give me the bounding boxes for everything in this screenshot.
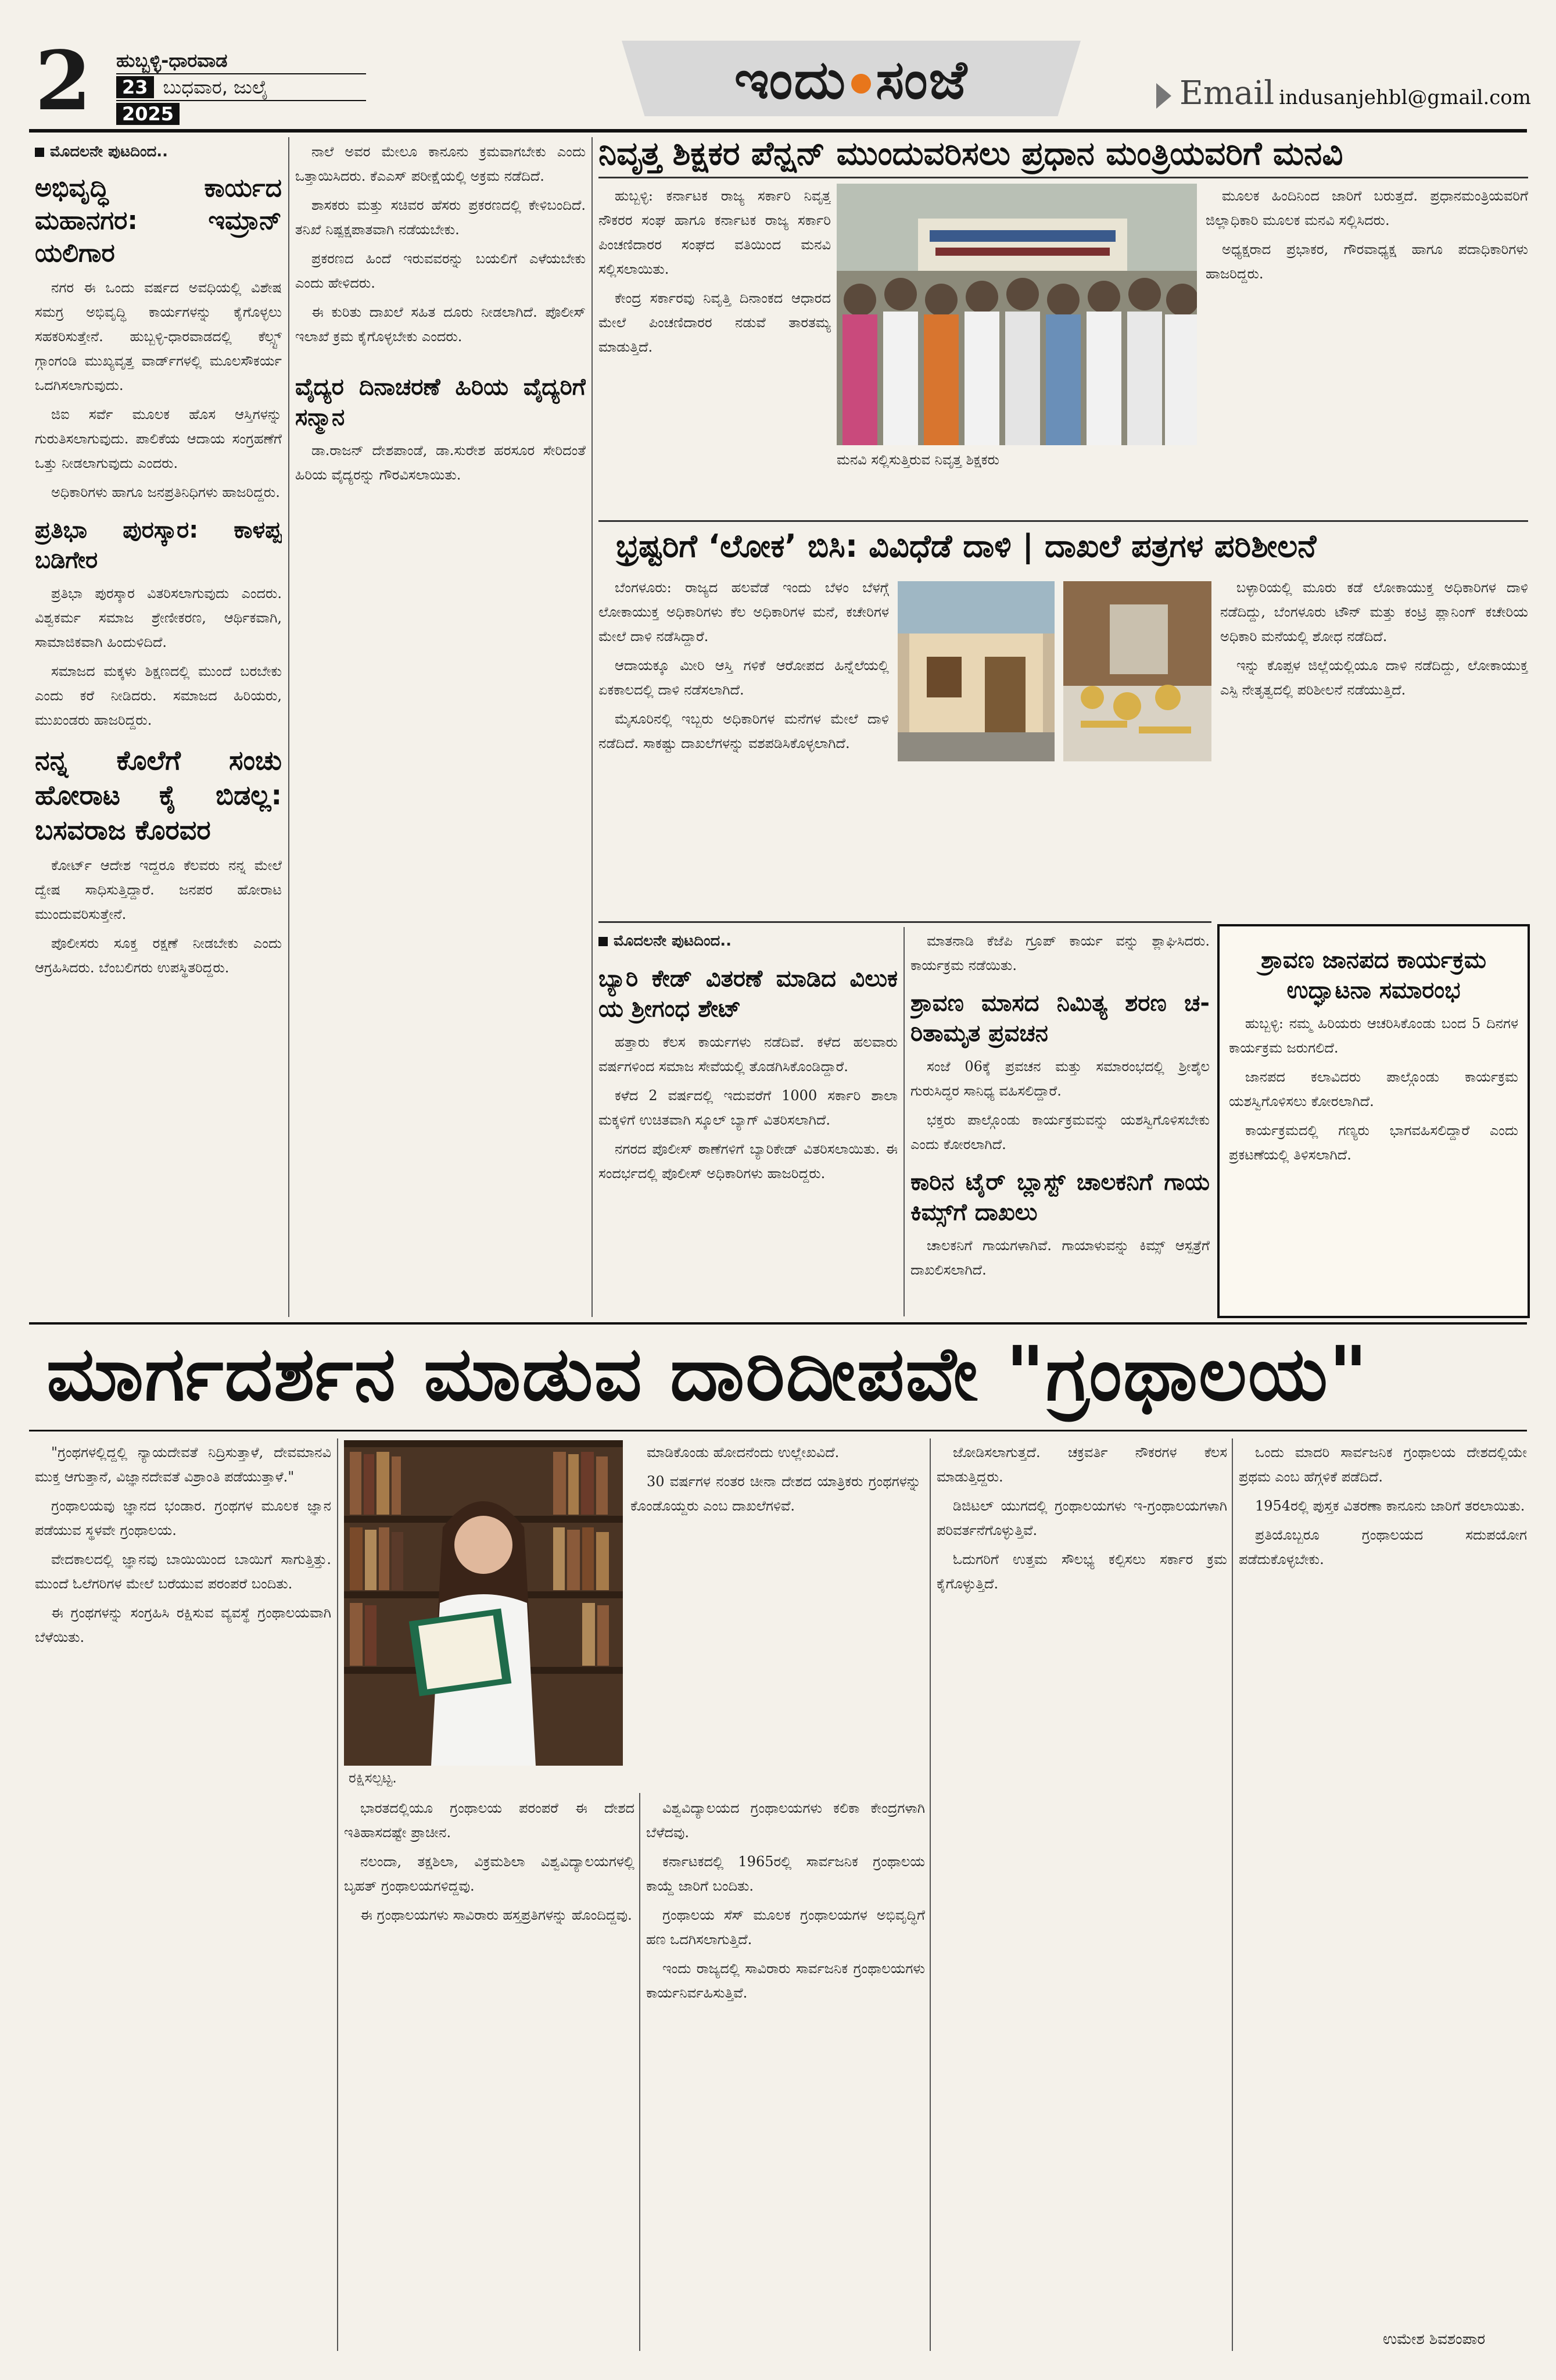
headline-tyre-blast: ಕಾರಿನ ಟೈರ್ ಬ್ಲಾಸ್ಟ್ ಚಾಲಕನಿಗೆ ಗಾಯ ಕಿಮ್ಸ್‌ಗೆ ದಾಖಲು [910,1169,1210,1226]
masthead [0,0,1556,129]
paragraph: ಮಾಡಿಕೊಂಡು ಹೋದನೆಂದು ಉಲ್ಲೇಖವಿದೆ. [647,1444,840,1461]
paragraph: ಒಂದು ಮಾದರಿ ಸಾರ್ವಜನಿಕ ಗ್ರಂಥಾಲಯ ದೇಶದಲ್ಲಿಯೇ ಪ್ರಥಮ ಎಂಬ ಹೆಗ್ಗಳಿಕೆ ಪಡೆದಿದೆ. [1239,1444,1527,1485]
paragraph: 30 ವರ್ಷಗಳ ನಂತರ ಚೀನಾ ದೇಶದ ಯಾತ್ರಿಕರು ಗ್ರಂಥಗಳನ್ನು ಕೊಂಡೊಯ್ದರು ಎಂಬ ದಾಖಲೆಗಳಿವೆ. [630,1473,921,1514]
paragraph: ಪ್ರಕರಣದ ಹಿಂದೆ ಇರುವವರನ್ನು ಬಯಲಿಗೆ ಎಳೆಯಬೇಕು ಎಂದು ಹೇಳಿದರು. [295,250,586,291]
paragraph: ಮಾತನಾಡಿ ಕೆಜೆಪಿ ಗ್ರೂಪ್ ಕಾರ್ಯ ವನ್ನು ಶ್ಲಾಘಿಸಿದರು. ಕಾರ್ಯಕ್ರಮ ನಡೆಯಿತು. [910,933,1210,974]
left-column [35,139,282,1314]
paragraph: ಡಿಜಿಟಲ್ ಯುಗದಲ್ಲಿ ಗ್ರಂಥಾಲಯಗಳು ಇ-ಗ್ರಂಥಾಲಯಗಳಾಗಿ ಪರಿವರ್ತನೆಗೊಳ್ಳುತ್ತಿವೆ. [937,1498,1227,1538]
continued-kicker: ಮೊದಲನೇ ಪುಟದಿಂದ.. [35,139,282,164]
paragraph: ಜಿಐ ಸರ್ವೆ ಮೂಲಕ ಹೊಸ ಆಸ್ತಿಗಳನ್ನು ಗುರುತಿಸಲಾಗುವುದು. ಪಾಲಿಕೆಯ ಆದಾಯ ಸಂಗ್ರಹಣೆಗೆ ಒತ್ತು ನೀಡಲಾಗುವುದು ಎಂದರು. [35,406,282,471]
library-photo-caption: ರಕ್ಷಿಸಲ್ಪಟ್ಟ. [349,1770,397,1786]
email-block [1156,74,1531,112]
girl-reading-image [344,1440,623,1766]
paragraph: ಭಾರತದಲ್ಲಿಯೂ ಗ್ರಂಥಾಲಯ ಪರಂಪರೆ ಈ ದೇಶದ ಇತಿಹಾಸದಷ್ಟೇ ಪ್ರಾಚೀನ. [344,1800,634,1841]
logo-text-left: ಇಂದು [734,49,847,111]
headline-pravachana: ಶ್ರಾವಣ ಮಾಸದ ನಿಮಿತ್ಯ ಶರಣ ಚ- ರಿತಾಮೃತ ಪ್ರವಚನ [910,990,1210,1047]
pravachana-story [910,929,1210,1312]
paragraph: ಇಂದು ರಾಜ್ಯದಲ್ಲಿ ಸಾವಿರಾರು ಸಾರ್ವಜನಿಕ ಗ್ರಂಥಾಲಯಗಳು ಕಾರ್ಯನಿರ್ವಹಿಸುತ್ತಿವೆ. [646,1960,925,2001]
paragraph: ಹತ್ತಾರು ಕೆಲಸ ಕಾರ್ಯಗಳು ನಡೆದಿವೆ. ಕಳೆದ ಹಲವಾರು ವರ್ಷಗಳಿಂದ ಸಮಾಜ ಸೇವೆಯಲ್ಲಿ ತೊಡಗಿಸಿಕೊಂಡಿದ್ದಾರೆ. [598,1034,898,1075]
paragraph: ಮೂಲಕ ಹಿಂದಿನಿಂದ ಜಾರಿಗೆ ಬರುತ್ತದೆ. ಪ್ರಧಾನಮಂತ್ರಿಯವರಿಗೆ ಜಿಲ್ಲಾಧಿಕಾರಿ ಮೂಲಕ ಮನವಿ ಸಲ್ಲಿಸಿದರು. [1206,188,1528,228]
story-rule [598,921,1211,923]
paragraph: ಅಧ್ಯಕ್ಷರಾದ ಪ್ರಭಾಕರ, ಗೌರವಾಧ್ಯಕ್ಷ ಹಾಗೂ ಪದಾಧಿಕಾರಿಗಳು ಹಾಜರಿದ್ದರು. [1206,241,1528,282]
weekday-month: ಬುಧವಾರ, ಜುಲೈ [163,76,268,98]
column-divider [337,1438,338,2351]
paragraph: ನಗರದ ಪೊಲೀಸ್ ಠಾಣೆಗಳಿಗೆ ಬ್ಯಾರಿಕೇಡ್ ವಿತರಿಸಲಾಯಿತು. ಈ ಸಂದರ್ಭದಲ್ಲಿ ಪೊಲೀಸ್ ಅಧಿಕಾರಿಗಳು ಹಾಜರಿದ್ದರು. [598,1141,898,1182]
paragraph: ಪ್ರತಿಭಾ ಪುರಸ್ಕಾರ ವಿತರಿಸಲಾಗುವುದು ಎಂದರು. ವಿಶ್ವಕರ್ಮ ಸಮಾಜ ಶ್ರೇಣೀಕರಣ, ಆರ್ಥಿಕವಾಗಿ, ಸಾಮಾಜಿಕವಾಗಿ ಹಿಂದುಳಿದಿದೆ. [35,585,282,650]
pension-left-text [598,184,831,509]
headline-imran: ಅಭಿವೃದ್ಧಿ ಕಾರ್ಯದ ಮಹಾನಗರ: ಇಮ್ರಾನ್ ಯಲಿಗಾರ [35,173,282,268]
paragraph: ಬೆಂಗಳೂರು: ರಾಜ್ಯದ ಹಲವೆಡೆ ಇಂದು ಬೆಳಂ ಬೆಳಗ್ಗೆ ಲೋಕಾಯುಕ್ತ ಅಧಿಕಾರಿಗಳು ಕೆಲ ಅಧಿಕಾರಿಗಳ ಮನೆ, ಕಚೇರಿಗಳ ಮೇಲೆ ದಾಳಿ ನಡೆಸಿದ್ದಾರೆ. [598,579,889,645]
pension-photo [837,184,1197,445]
headline-lokayukta: ಭ್ರಷ್ಟರಿಗೆ ‘ಲೋಕ’ ಬಿಸಿ: ವಿವಿಧೆಡೆ ದಾಳಿ | ದಾಖಲೆ ಪತ್ರಗಳ ಪರಿಶೀಲನೆ [616,528,1317,564]
arrow-icon [1156,83,1171,109]
column-divider [930,1438,931,2351]
seized-gold-photo [1063,581,1211,761]
paragraph: ಭಕ್ತರು ಪಾಲ್ಗೊಂಡು ಕಾರ್ಯಕ್ರಮವನ್ನು ಯಶಸ್ವಿಗೊಳಿಸಬೇಕು ಎಂದು ಕೋರಲಾಗಿದೆ. [910,1112,1210,1153]
pension-photo-caption [837,448,1197,511]
paragraph: ನಲಂದಾ, ತಕ್ಷಶಿಲಾ, ವಿಕ್ರಮಶಿಲಾ ವಿಶ್ವವಿದ್ಯಾಲಯಗಳಲ್ಲಿ ಬೃಹತ್ ಗ್ರಂಥಾಲಯಗಳಿದ್ದವು. [344,1853,634,1894]
library-col-3 [646,1796,925,2348]
paragraph: ಚಾಲಕನಿಗೆ ಗಾಯಗಳಾಗಿವೆ. ಗಾಯಾಳುವನ್ನು ಕಿಮ್ಸ್ ಆಸ್ಪತ್ರೆಗೆ ದಾಖಲಿಸಲಾಗಿದೆ. [910,1237,1210,1278]
headline-pratibha: ಪ್ರತಿಭಾ ಪುರಸ್ಕಾರ: ಕಾಳಪ್ಪ ಬಡಿಗೇರ [35,517,282,574]
paragraph: ಕಳೆದ 2 ವರ್ಷದಲ್ಲಿ ಇದುವರೆಗೆ 1000 ಸರ್ಕಾರಿ ಶಾಲಾ ಮಕ್ಕಳಿಗೆ ಉಚಿತವಾಗಿ ಸ್ಕೂಲ್ ಬ್ಯಾಗ್ ವಿತರಿಸಲಾಗಿದೆ. [598,1087,898,1128]
paragraph: ಓದುಗರಿಗೆ ಉತ್ತಮ ಸೌಲಭ್ಯ ಕಲ್ಪಿಸಲು ಸರ್ಕಾರ ಕ್ರಮ ಕೈಗೊಳ್ಳುತ್ತಿದೆ. [937,1551,1227,1592]
paragraph: ಕಾರ್ಯಕ್ರಮದಲ್ಲಿ ಗಣ್ಯರು ಭಾಗವಹಿಸಲಿದ್ದಾರೆ ಎಂದು ಪ್ರಕಟಣೆಯಲ್ಲಿ ತಿಳಿಸಲಾಗಿದೆ. [1229,1122,1518,1163]
paragraph: ಜೋಡಿಸಲಾಗುತ್ತದೆ. ಚಕ್ರವರ್ತಿ ನೌಕರಗಳ ಕೆಲಸ ಮಾಡುತ್ತಿದ್ದರು. [937,1444,1227,1485]
paragraph: 1954ರಲ್ಲಿ ಪುಸ್ತಕ ವಿತರಣಾ ಕಾನೂನು ಜಾರಿಗೆ ತರಲಾಯಿತು. [1255,1498,1525,1514]
paragraph: ಹುಬ್ಬಳ್ಳಿ: ನಮ್ಮ ಹಿರಿಯರು ಆಚರಿಸಿಕೊಂಡು ಬಂದ 5 ದಿನಗಳ ಕಾರ್ಯಕ್ರಮ ಜರುಗಲಿದೆ. [1229,1015,1518,1056]
photo-caption: ಮನವಿ ಸಲ್ಲಿಸುತ್ತಿರುವ ನಿವೃತ್ತ ಶಿಕ್ಷಕರು [837,452,999,468]
raid-house-photo [898,581,1055,761]
continued-kicker: ಮೊದಲನೇ ಪುಟದಿಂದ.. [598,929,898,953]
logo-text-right: ಸಂಜೆ [876,49,969,111]
page-number: 2 [35,34,92,129]
library-col-2 [344,1796,634,2348]
section-rule [29,1430,1527,1431]
paragraph: ಕೇಂದ್ರ ಸರ್ಕಾರವು ನಿವೃತ್ತಿ ದಿನಾಂಕದ ಆಧಾರದ ಮೇಲೆ ಪಿಂಚಣಿದಾರರ ನಡುವೆ ತಾರತಮ್ಯ ಮಾಡುತ್ತಿದೆ. [598,290,831,355]
paragraph: ಕರ್ನಾಟಕದಲ್ಲಿ 1965ರಲ್ಲಿ ಸಾರ್ವಜನಿಕ ಗ್ರಂಥಾಲಯ ಕಾಯ್ದೆ ಜಾರಿಗೆ ಬಂದಿತು. [646,1853,925,1894]
paragraph: "ಗ್ರಂಥಗಳಲ್ಲಿದ್ದಲ್ಲಿ ನ್ಯಾಯದೇವತೆ ನಿದ್ರಿಸುತ್ತಾಳೆ, ದೇವಮಾನವಿ ಮುಕ್ತ ಆಗುತ್ತಾನೆ, ವಿಜ್ಞಾನದೇವತೆ ವಿಶ್ರಾಂತಿ ಪಡೆಯುತ್ತಾಳೆ." [35,1444,331,1485]
library-col-2-top [630,1440,921,1766]
logo [622,41,1081,128]
paragraph: ಕೋರ್ಟ್‌ ಆದೇಶ ಇದ್ದರೂ ಕೆಲವರು ನನ್ನ ಮೇಲೆ ದ್ವೇಷ ಸಾಧಿಸುತ್ತಿದ್ದಾರೆ. ಜನಪರ ಹೋರಾಟ ಮುಂದುವರಿಸುತ್ತೇನೆ. [35,857,282,922]
library-col-4 [937,1440,1227,2347]
lokayukta-right-text [1220,575,1528,912]
column-divider [904,927,905,1316]
paragraph: ಪೊಲೀಸರು ಸೂಕ್ತ ರಕ್ಷಣೆ ನೀಡಬೇಕು ಎಂದು ಆಗ್ರಹಿಸಿದರು. ಬೆಂಬಲಿಗರು ಉಪಸ್ಥಿತರಿದ್ದರು. [35,935,282,976]
sun-icon [851,74,871,94]
story-rule [598,177,1528,178]
paragraph: ಸಂಜೆ 06ಕ್ಕೆ ಪ್ರವಚನ ಮತ್ತು ಸಮಾರಂಭದಲ್ಲಿ ಶ್ರೀಶೈಲ ಗುರುಸಿದ್ಧರ ಸಾನಿಧ್ಯ ವಹಿಸಲಿದ್ದಾರೆ. [910,1058,1210,1099]
paragraph: ವೇದಕಾಲದಲ್ಲಿ ಜ್ಞಾನವು ಬಾಯಿಯಿಂದ ಬಾಯಿಗೆ ಸಾಗುತ್ತಿತ್ತು. ಮುಂದೆ ಓಲೆಗರಿಗಳ ಮೇಲೆ ಬರೆಯುವ ಪರಂಪರೆ ಬಂದಿತು. [35,1551,331,1592]
column-divider [639,1793,640,2351]
paragraph: ಈ ಕುರಿತು ದಾಖಲೆ ಸಹಿತ ದೂರು ನೀಡಲಾಗಿದೆ. ಪೊಲೀಸ್ ಇಲಾಖೆ ಕ್ರಮ ಕೈಗೊಳ್ಳಬೇಕು ಎಂದರು. [295,304,586,345]
column-divider [591,137,593,1317]
lokayukta-left-text [598,575,889,912]
library-col-1 [35,1440,331,2347]
paragraph: ಸಮಾಜದ ಮಕ್ಕಳು ಶಿಕ್ಷಣದಲ್ಲಿ ಮುಂದೆ ಬರಬೇಕು ಎಂದು ಕರೆ ನೀಡಿದರು. ಸಮಾಜದ ಹಿರಿಯರು, ಮುಖಂಡರು ಹಾಜರಿದ್ದರು. [35,663,282,728]
library-photo [344,1440,623,1766]
email-address[interactable]: indusanjehbl@gmail.com [1279,86,1532,109]
headline-barricade: ಬ್ಯಾರಿ ಕೇಡ್ ವಿತರಣೆ ಮಾಡಿದ ವಿಲುಕ ಯ ಶ್ರೀಗಂಧ ಶೇಟ್ [598,965,898,1022]
gold-image [1063,581,1211,761]
shravana-box [1217,924,1530,1318]
city-name: ಹುಬ್ಬಳ್ಳಿ-ಧಾರವಾಡ [116,49,228,71]
paragraph: ಗ್ರಂಥಾಲಯವು ಜ್ಞಾನದ ಭಂಡಾರ. ಗ್ರಂಥಗಳ ಮೂಲಕ ಜ್ಞಾನ ಪಡೆಯುವ ಸ್ಥಳವೇ ಗ್ರಂಥಾಲಯ. [35,1498,331,1538]
headline-library: ಮಾರ್ಗದರ್ಶನ ಮಾಡುವ ದಾರಿದೀಪವೇ "ಗ್ರಂಥಾಲಯ" [46,1331,1369,1418]
house-image [898,581,1055,761]
paragraph: ನಾಲೆ ಅವರ ಮೇಲೂ ಕಾನೂನು ಕ್ರಮವಾಗಬೇಕು ಎಂದು ಒತ್ತಾಯಿಸಿದರು. ಕೆಎಎಸ್ ಪರೀಕ್ಷೆಯಲ್ಲಿ ಅಕ್ರಮ ನಡೆದಿದೆ. [295,144,586,184]
pension-right-text [1206,184,1528,509]
paragraph: ಹುಬ್ಬಳ್ಳಿ: ಕರ್ನಾಟಕ ರಾಜ್ಯ ಸರ್ಕಾರಿ ನಿವೃತ್ತ ನೌಕರರ ಸಂಘ ಹಾಗೂ ಕರ್ನಾಟಕ ರಾಜ್ಯ ಸರ್ಕಾರಿ ಪಿಂಚಣಿದಾರರ ಸಂಘದ ವತಿಯಿಂದ ಮನವಿ ಸಲ್ಲಿಸಲಾಯಿತು. [598,188,831,277]
date-day: 23 [116,76,154,98]
year: 2025 [116,103,180,125]
headline-doctors-day: ವೈದ್ಯರ ದಿನಾಚರಣೆ ಹಿರಿಯ ವೈದ್ಯರಿಗೆ ಸನ್ಮಾನ [295,374,586,431]
paragraph: ಡಾ.ರಾಜನ್ ದೇಶಪಾಂಡೆ, ಡಾ.ಸುರೇಶ ಹರಸೂರ ಸೇರಿದಂತೆ ಹಿರಿಯ ವೈದ್ಯರನ್ನು ಗೌರವಿಸಲಾಯಿತು. [295,442,586,483]
shravana-box-content [1229,935,1518,1307]
date-block [116,48,366,127]
paragraph: ಈ ಗ್ರಂಥಗಳನ್ನು ಸಂಗ್ರಹಿಸಿ ರಕ್ಷಿಸುವ ವ್ಯವಸ್ಥೆ ಗ್ರಂಥಾಲಯವಾಗಿ ಬೆಳೆಯಿತು. [35,1605,331,1645]
library-col-5 [1239,1440,1527,2318]
bag-story [598,929,898,1312]
second-column [295,139,586,1314]
paragraph: ಈ ಗ್ರಂಥಾಲಯಗಳು ಸಾವಿರಾರು ಹಸ್ತಪ್ರತಿಗಳನ್ನು ಹೊಂದಿದ್ದವು. [360,1907,632,1923]
author-byline: ಉಮೇಶ ಶಿವಶಂಪಾರ [1383,2331,1486,2348]
paragraph: ನಗರ ಈ ಒಂದು ವರ್ಷದ ಅವಧಿಯಲ್ಲಿ ವಿಶೇಷ ಸಮಗ್ರ ಅಭಿವೃದ್ಧಿ ಕಾರ್ಯಗಳನ್ನು ಕೈಗೊಳ್ಳಲು ಸಹಕರಿಸುತ್ತೇನೆ. ಹುಬ್ಬಳ್ಳಿ-ಧಾರವಾಡದಲ್ಲಿ ಕೆಲ್ಸ್ಟ್ ಗ್ಗಾಂಗಂಡಿ ಮುಖ್ಯವೃತ್ತ ವಾರ್ಡ್‌ಗಳಲ್ಲಿ ಮೂಲಸೌಕರ್ಯ ಒದಗಿಸಲಾಗುವುದು. [35,280,282,393]
email-label: Email [1179,74,1275,112]
paragraph: ಮೈಸೂರಿನಲ್ಲಿ ಇಬ್ಬರು ಅಧಿಕಾರಿಗಳ ಮನೆಗಳ ಮೇಲೆ ದಾಳಿ ನಡೆದಿದೆ. ಸಾಕಷ್ಟು ದಾಖಲೆಗಳನ್ನು ವಶಪಡಿಸಿಕೊಳ್ಳಲಾಗಿದೆ. [598,711,889,751]
story-rule [598,520,1528,522]
paragraph: ವಿಶ್ವವಿದ್ಯಾಲಯದ ಗ್ರಂಥಾಲಯಗಳು ಕಲಿಕಾ ಕೇಂದ್ರಗಳಾಗಿ ಬೆಳೆದವು. [646,1800,925,1841]
column-divider [288,137,289,1317]
paragraph: ಇನ್ನು ಕೊಪ್ಪಳ ಜಿಲ್ಲೆಯಲ್ಲಿಯೂ ದಾಳಿ ನಡೆದಿದ್ದು, ಲೋಕಾಯುಕ್ತ ಎಸ್ಪಿ ನೇತೃತ್ವದಲ್ಲಿ ಪರಿಶೀಲನೆ ನಡೆಯುತ್ತಿದೆ. [1220,657,1528,698]
paragraph: ಗ್ರಂಥಾಲಯ ಸೆಸ್ ಮೂಲಕ ಗ್ರಂಥಾಲಯಗಳ ಅಭಿವೃದ್ಧಿಗೆ ಹಣ ಒದಗಿಸಲಾಗುತ್ತಿದೆ. [646,1907,925,1948]
paragraph: ಬಳ್ಳಾರಿಯಲ್ಲಿ ಮೂರು ಕಡೆ ಲೋಕಾಯುಕ್ತ ಅಧಿಕಾರಿಗಳ ದಾಳಿ ನಡೆದಿದ್ದು, ಬೆಂಗಳೂರು ಟೌನ್ ಮತ್ತು ಕಂಟ್ರಿ ಪ್ಲಾನಿಂಗ್ ಕಚೇರಿಯ ಅಧಿಕಾರಿ ಮನೆಯಲ್ಲಿ ಶೋಧ ನಡೆದಿದೆ. [1220,579,1528,645]
headline-koravar: ನನ್ನ ಕೊಲೆಗೆ ಸಂಚು ಹೋರಾಟ ಕೈ ಬಿಡಲ್ಲ: ಬಸವರಾಜ ಕೊರವರ [35,745,282,846]
headline-pension: ನಿವೃತ್ತ ಶಿಕ್ಷಕರ ಪೆನ್ಷನ್ ಮುಂದುವರಿಸಲು ಪ್ರಧಾನ ಮಂತ್ರಿಯವರಿಗೆ ಮನವಿ [598,135,1343,173]
paragraph: ಜಾನಪದ ಕಲಾವಿದರು ಪಾಲ್ಗೊಂಡು ಕಾರ್ಯಕ್ರಮ ಯಶಸ್ವಿಗೊಳಿಸಲು ಕೋರಲಾಗಿದೆ. [1229,1069,1518,1110]
column-divider [1232,1438,1233,2351]
headline-shravana-janapada: ಶ್ರಾವಣ ಜಾನಪದ ಕಾರ್ಯಕ್ರಮ ಉದ್ಘಾಟನಾ ಸಮಾರಂಭ [1261,947,1486,1004]
group-photo-image [837,184,1197,445]
masthead-rule [29,129,1527,133]
paragraph: ಪ್ರತಿಯೊಬ್ಬರೂ ಗ್ರಂಥಾಲಯದ ಸದುಪಯೋಗ ಪಡೆದುಕೊಳ್ಳಬೇಕು. [1239,1527,1527,1567]
paragraph: ಅಧಿಕಾರಿಗಳು ಹಾಗೂ ಜನಪ್ರತಿನಿಧಿಗಳು ಹಾಜರಿದ್ದರು. [51,484,280,500]
section-rule [29,1322,1527,1325]
paragraph: ಶಾಸಕರು ಮತ್ತು ಸಚಿವರ ಹೆಸರು ಪ್ರಕರಣದಲ್ಲಿ ಕೇಳಿಬಂದಿದೆ. ತನಿಖೆ ನಿಷ್ಪಕ್ಷಪಾತವಾಗಿ ನಡೆಯಬೇಕು. [295,197,586,238]
paragraph: ಆದಾಯಕ್ಕೂ ಮೀರಿ ಆಸ್ತಿ ಗಳಿಕೆ ಆರೋಪದ ಹಿನ್ನೆಲೆಯಲ್ಲಿ ಏಕಕಾಲದಲ್ಲಿ ದಾಳಿ ನಡೆಸಲಾಗಿದೆ. [598,657,889,698]
